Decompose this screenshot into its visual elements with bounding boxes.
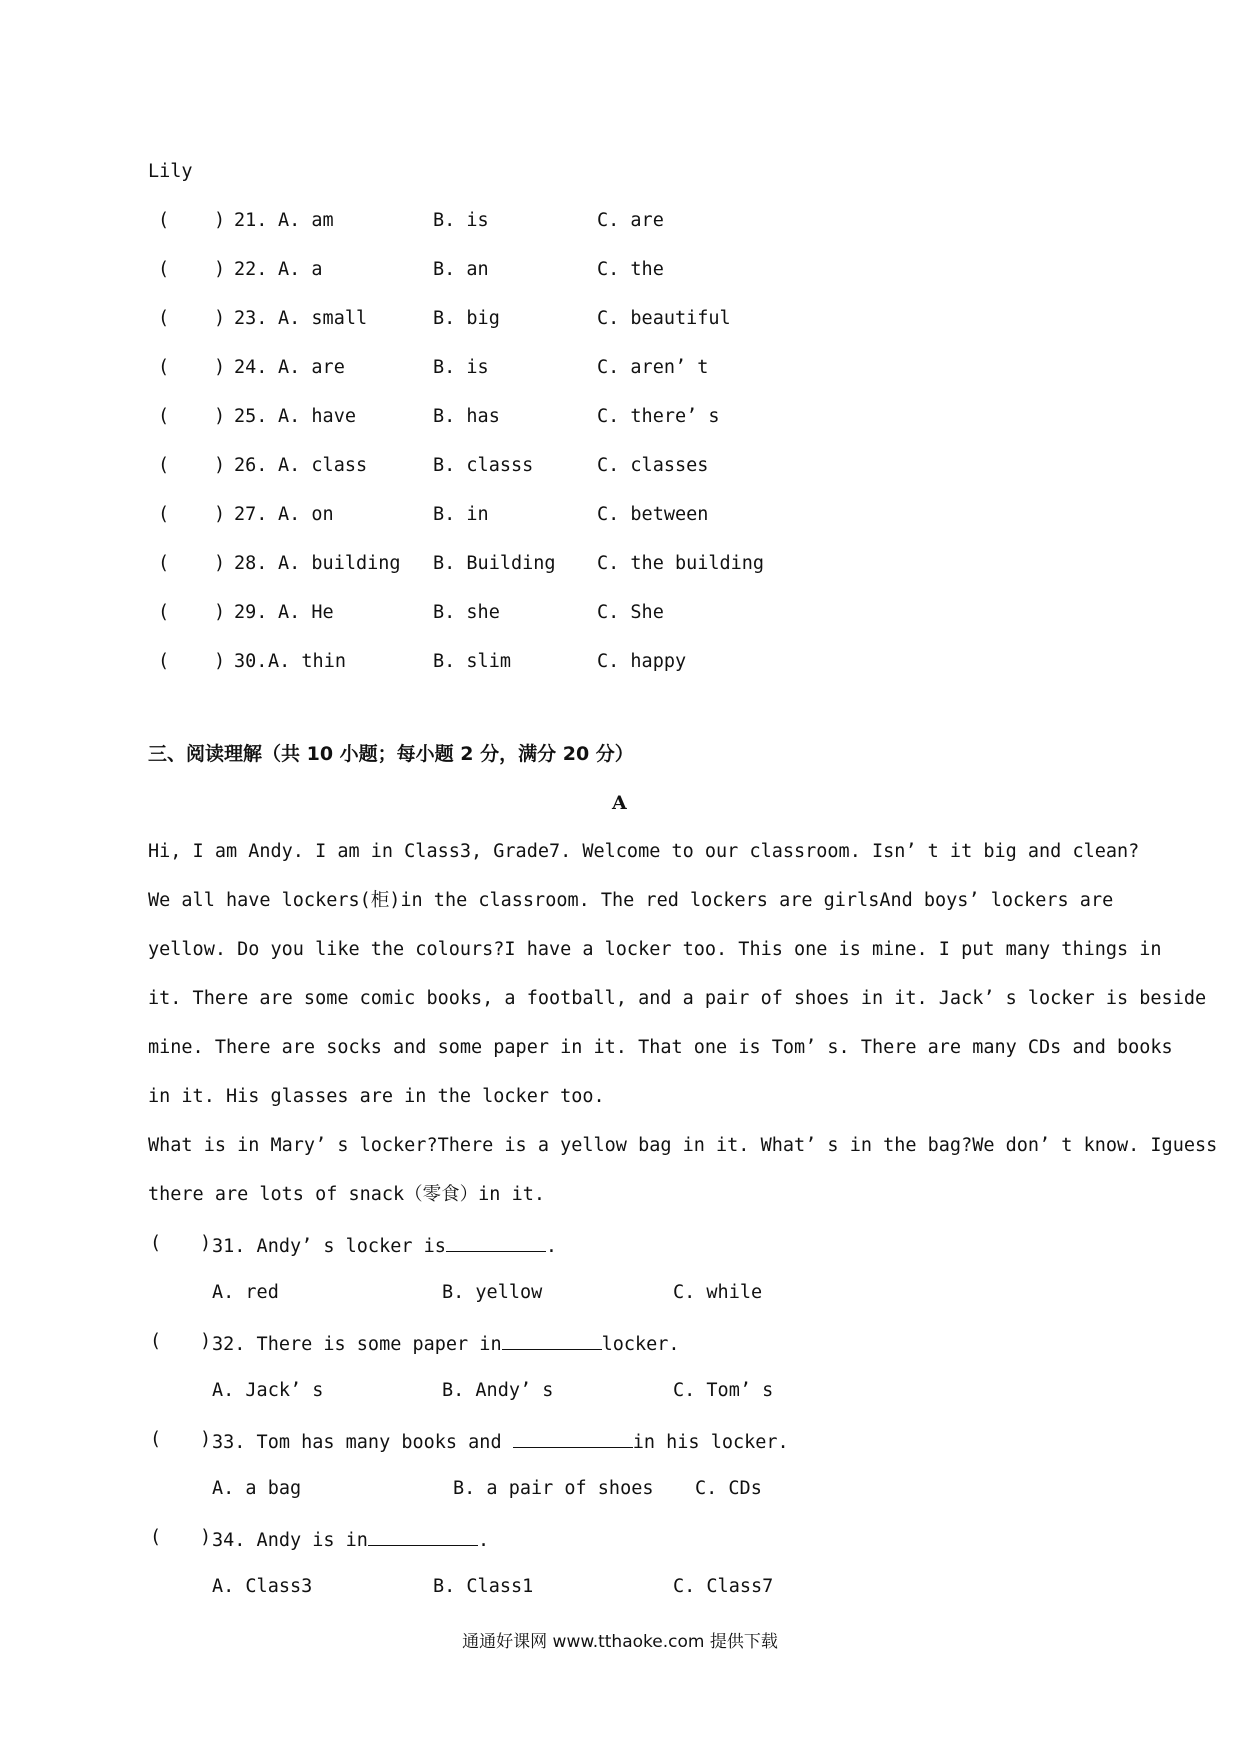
answer-paren-open[interactable]: ( xyxy=(158,602,170,623)
option-a[interactable]: A. a bag xyxy=(212,1478,302,1499)
option-a[interactable]: A. small xyxy=(278,308,368,329)
option-a[interactable]: A. thin xyxy=(268,651,346,672)
answer-paren-open[interactable]: ( xyxy=(150,1331,162,1352)
option-a[interactable]: A. have xyxy=(278,406,356,427)
question-number: 21. xyxy=(234,210,268,231)
answer-paren-open[interactable]: ( xyxy=(150,1233,162,1254)
answer-paren-open[interactable]: ( xyxy=(158,308,170,329)
passage-line: What is in Mary’ s locker?There is a yellow bag in it. What’ s in the bag?We don’ t know. Iguess xyxy=(148,1135,1218,1156)
question-number: 29. xyxy=(234,602,268,623)
answer-blank[interactable] xyxy=(446,1235,546,1252)
option-b[interactable]: B. has xyxy=(433,406,500,427)
question-number: 26. xyxy=(234,455,268,476)
option-b[interactable]: B. is xyxy=(433,210,489,231)
option-a[interactable]: A. He xyxy=(278,602,334,623)
answer-paren-open[interactable]: ( xyxy=(158,357,170,378)
option-a[interactable]: A. a xyxy=(278,259,323,280)
answer-paren-close: ) xyxy=(200,1233,212,1254)
option-b[interactable]: B. a pair of shoes xyxy=(453,1478,654,1499)
passage-title: A xyxy=(612,792,627,814)
option-c[interactable]: C. there’ s xyxy=(597,406,720,427)
stem-text-tail: locker. xyxy=(601,1334,680,1355)
question-stem xyxy=(212,1333,680,1355)
option-c[interactable]: C. Class7 xyxy=(673,1576,774,1597)
passage-line: yellow. Do you like the colours?I have a locker too. This one is mine. I put many things in xyxy=(148,939,1162,960)
passage-line: Hi, I am Andy. I am in Class3, Grade7. Welcome to our classroom. Isn’ t it big and clean? xyxy=(148,841,1140,862)
option-b[interactable]: B. yellow xyxy=(442,1282,543,1303)
option-b[interactable]: B. in xyxy=(433,504,489,525)
stem-text-tail: . xyxy=(477,1530,490,1551)
question-number: 23. xyxy=(234,308,268,329)
answer-blank[interactable] xyxy=(368,1529,478,1546)
option-a[interactable]: A. Class3 xyxy=(212,1576,313,1597)
option-c[interactable]: C. the xyxy=(597,259,664,280)
option-b[interactable]: B. an xyxy=(433,259,489,280)
option-b[interactable]: B. big xyxy=(433,308,500,329)
option-b[interactable]: B. slim xyxy=(433,651,511,672)
passage-line: there are lots of snack（零食）in it. xyxy=(148,1184,546,1205)
answer-paren-close: ) xyxy=(214,504,226,525)
answer-blank[interactable] xyxy=(502,1333,602,1350)
option-c[interactable]: C. the building xyxy=(597,553,765,574)
answer-paren-close: ) xyxy=(214,210,226,231)
section-heading: 三、阅读理解（共 10 小题；每小题 2 分，满分 20 分） xyxy=(148,743,634,765)
answer-paren-open[interactable]: ( xyxy=(158,504,170,525)
question-number: 30. xyxy=(234,651,268,672)
option-c[interactable]: C. happy xyxy=(597,651,687,672)
option-c[interactable]: C. beautiful xyxy=(597,308,731,329)
option-a[interactable]: A. Jack’ s xyxy=(212,1380,324,1401)
question-number: 22. xyxy=(234,259,268,280)
page-footer: 通通好课网 www.tthaoke.com 提供下载 xyxy=(462,1632,778,1652)
option-c[interactable]: C. between xyxy=(597,504,709,525)
option-c[interactable]: C. classes xyxy=(597,455,709,476)
answer-paren-close: ) xyxy=(214,455,226,476)
question-number: 24. xyxy=(234,357,268,378)
passage-line: in it. His glasses are in the locker too. xyxy=(148,1086,605,1107)
option-c[interactable]: C. are xyxy=(597,210,664,231)
option-b[interactable]: B. Andy’ s xyxy=(442,1380,554,1401)
option-a[interactable]: A. red xyxy=(212,1282,279,1303)
answer-paren-close: ) xyxy=(200,1527,212,1548)
stem-text: 34. Andy is in xyxy=(212,1530,368,1551)
answer-paren-close: ) xyxy=(214,308,226,329)
option-c[interactable]: C. CDs xyxy=(695,1478,762,1499)
option-c[interactable]: C. aren’ t xyxy=(597,357,709,378)
question-stem xyxy=(212,1431,789,1453)
answer-paren-open[interactable]: ( xyxy=(158,259,170,280)
option-c[interactable]: C. Tom’ s xyxy=(673,1380,774,1401)
top-label: Lily xyxy=(148,161,193,182)
stem-text: 31. Andy’ s locker is xyxy=(212,1236,446,1257)
answer-paren-open[interactable]: ( xyxy=(158,455,170,476)
answer-paren-close: ) xyxy=(214,651,226,672)
passage-line: mine. There are socks and some paper in it. That one is Tom’ s. There are many CDs and books xyxy=(148,1037,1173,1058)
option-a[interactable]: A. on xyxy=(278,504,334,525)
option-b[interactable]: B. is xyxy=(433,357,489,378)
answer-paren-close: ) xyxy=(214,553,226,574)
answer-paren-close: ) xyxy=(214,406,226,427)
passage-line: We all have lockers(柜)in the classroom. The red lockers are girlsAnd boys’ lockers are xyxy=(148,890,1114,911)
option-a[interactable]: A. building xyxy=(278,553,401,574)
answer-paren-open[interactable]: ( xyxy=(158,651,170,672)
answer-paren-close: ) xyxy=(214,602,226,623)
passage-line: it. There are some comic books, a football, and a pair of shoes in it. Jack’ s locker is beside xyxy=(148,988,1207,1009)
option-b[interactable]: B. classs xyxy=(433,455,534,476)
question-number: 28. xyxy=(234,553,268,574)
option-b[interactable]: B. she xyxy=(433,602,500,623)
question-stem xyxy=(212,1529,489,1551)
question-number: 27. xyxy=(234,504,268,525)
stem-text-tail: . xyxy=(545,1236,558,1257)
stem-text: 33. Tom has many books and xyxy=(212,1432,513,1453)
answer-paren-open[interactable]: ( xyxy=(158,210,170,231)
answer-paren-close: ) xyxy=(214,259,226,280)
answer-paren-close: ) xyxy=(200,1331,212,1352)
answer-paren-open[interactable]: ( xyxy=(150,1527,162,1548)
option-a[interactable]: A. class xyxy=(278,455,368,476)
stem-text-tail: in his locker. xyxy=(632,1432,789,1453)
option-c[interactable]: C. while xyxy=(673,1282,763,1303)
question-stem xyxy=(212,1235,557,1257)
option-c[interactable]: C. She xyxy=(597,602,664,623)
option-b[interactable]: B. Class1 xyxy=(433,1576,534,1597)
question-number: 25. xyxy=(234,406,268,427)
answer-paren-open[interactable]: ( xyxy=(158,406,170,427)
stem-text: 32. There is some paper in xyxy=(212,1334,502,1355)
answer-paren-close: ) xyxy=(214,357,226,378)
option-a[interactable]: A. are xyxy=(278,357,345,378)
answer-paren-open[interactable]: ( xyxy=(158,553,170,574)
answer-paren-close: ) xyxy=(200,1429,212,1450)
option-b[interactable]: B. Building xyxy=(433,553,556,574)
answer-paren-open[interactable]: ( xyxy=(150,1429,162,1450)
answer-blank[interactable] xyxy=(513,1431,633,1448)
option-a[interactable]: A. am xyxy=(278,210,334,231)
